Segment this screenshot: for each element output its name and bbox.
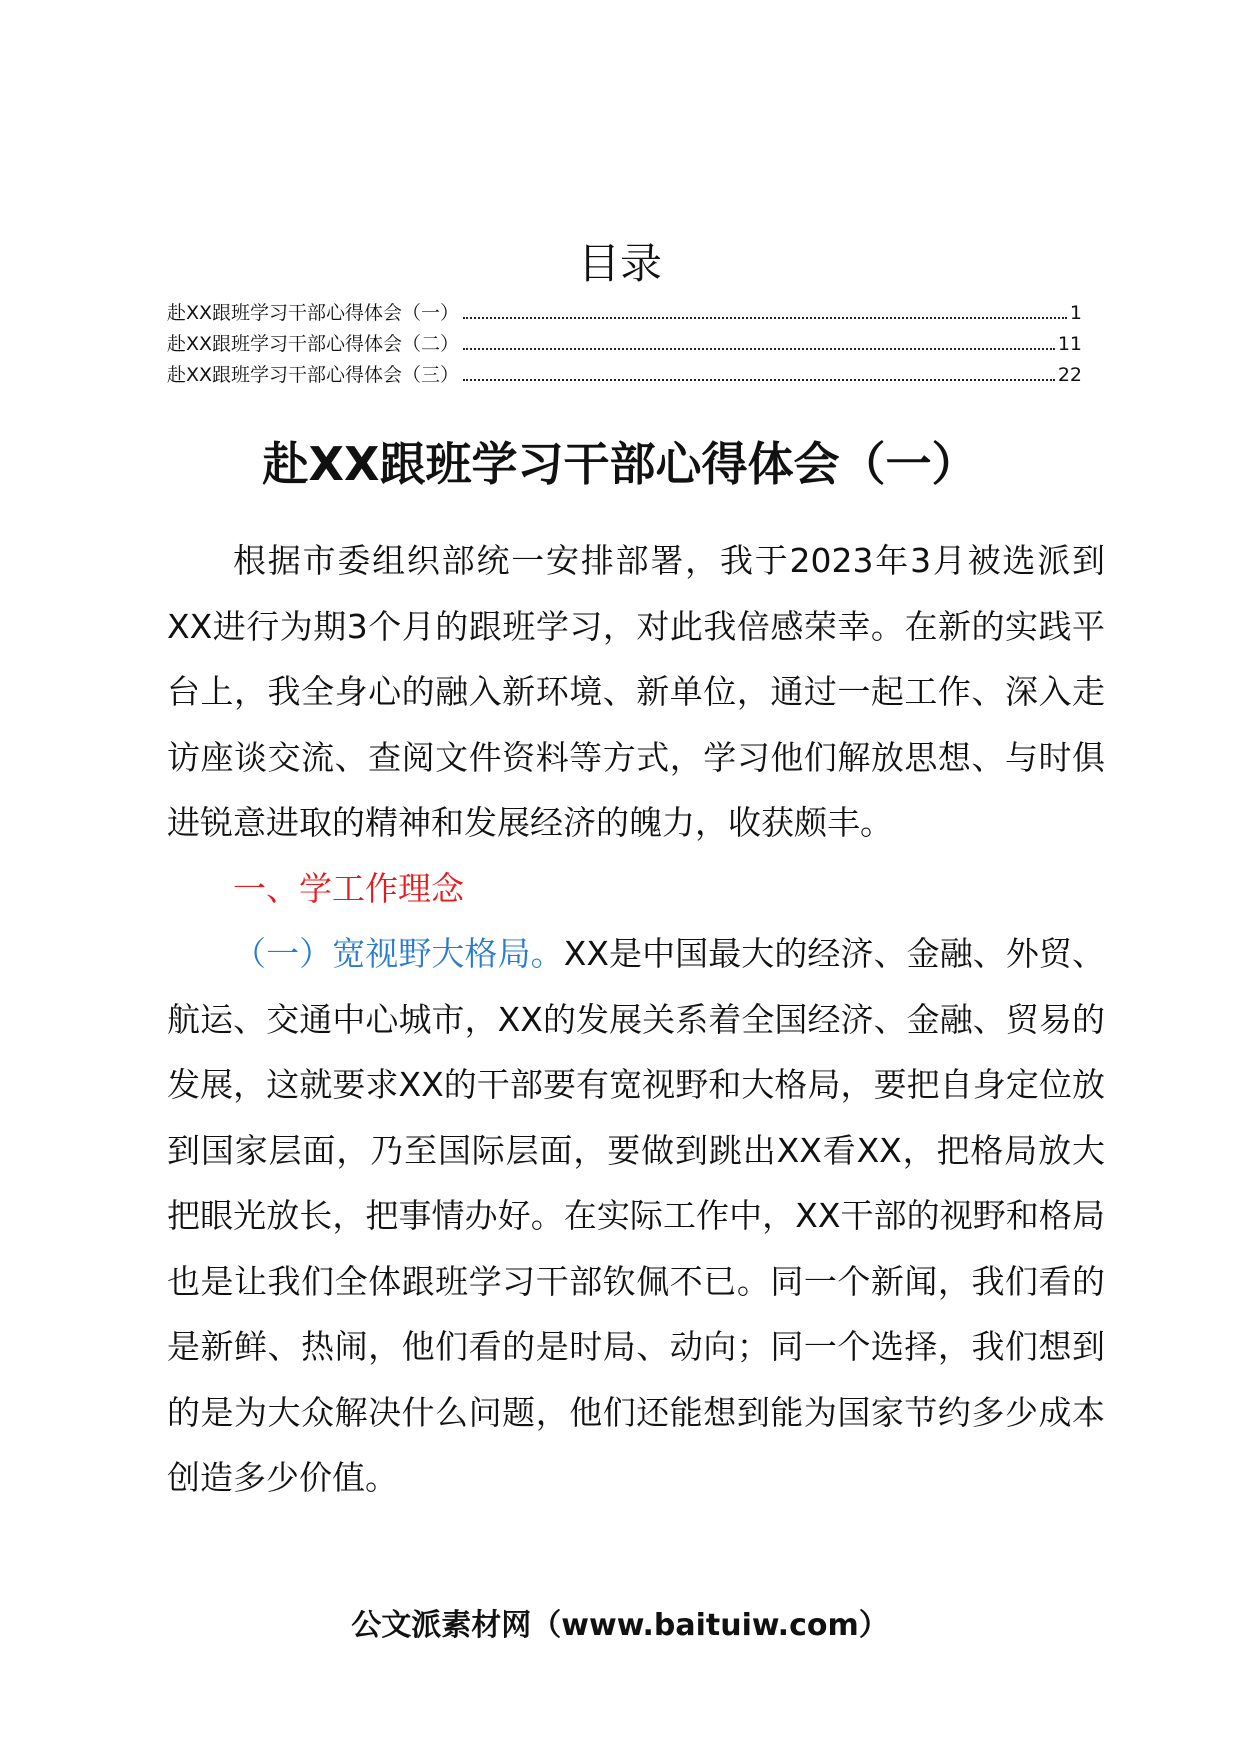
subsection-1-heading: （一）宽视野大格局。	[233, 934, 564, 973]
subsection-1-text: XX是中国最大的经济、金融、外贸、航运、交通中心城市，XX的发展关系着全国经济、金融、贸易的发展，这就要求XX的干部要有宽视野和大格局，要把自身定位放到国家层面，乃至国际层面，要做到跳出XX看XX，把格局放大把眼光放长，把事情办好。在实际工作中，XX干部的视野和格局也是让我们全体跟班学习干部钦佩不已。同一个新闻，我们看的是新鲜、热闹，他们看的是时局、动向；同一个选择，我们想到的是为大众解决什么问题，他们还能想到能为国家节约多少成本创造多少价值。	[167, 934, 1106, 1497]
toc-leader-dots	[463, 317, 1067, 319]
table-of-contents	[167, 298, 1082, 391]
toc-leader-dots	[463, 379, 1055, 381]
toc-leader-dots	[463, 348, 1055, 350]
toc-entry-1[interactable]	[167, 298, 1082, 329]
article-body	[167, 528, 1105, 1511]
section-1-heading: 一、学工作理念	[233, 868, 464, 908]
toc-entry-page: 11	[1057, 333, 1082, 355]
toc-entry-page: 22	[1057, 364, 1082, 386]
footer-watermark: 公文派素材网（www.baituiw.com）	[351, 1608, 889, 1643]
toc-entry-label: 赴XX跟班学习干部心得体会（二）	[167, 333, 460, 355]
subsection-1-paragraph	[167, 921, 1105, 1511]
intro-paragraph: 根据市委组织部统一安排部署，我于2023年3月被选派到XX进行为期3个月的跟班学习，对此我倍感荣幸。在新的实践平台上，我全身心的融入新环境、新单位，通过一起工作、深入走访座谈交流、查阅文件资料等方式，学习他们解放思想、与时俱进锐意进取的精神和发展经济的魄力，收获颇丰。	[167, 541, 1105, 842]
toc-entry-page: 1	[1069, 302, 1082, 324]
toc-entry-label: 赴XX跟班学习干部心得体会（一）	[167, 302, 460, 324]
toc-entry-2[interactable]	[167, 329, 1082, 360]
toc-entry-3[interactable]	[167, 360, 1082, 391]
toc-title: 目录	[577, 239, 662, 288]
article-title: 赴XX跟班学习干部心得体会（一）	[262, 437, 978, 491]
toc-entry-label: 赴XX跟班学习干部心得体会（三）	[167, 364, 460, 386]
